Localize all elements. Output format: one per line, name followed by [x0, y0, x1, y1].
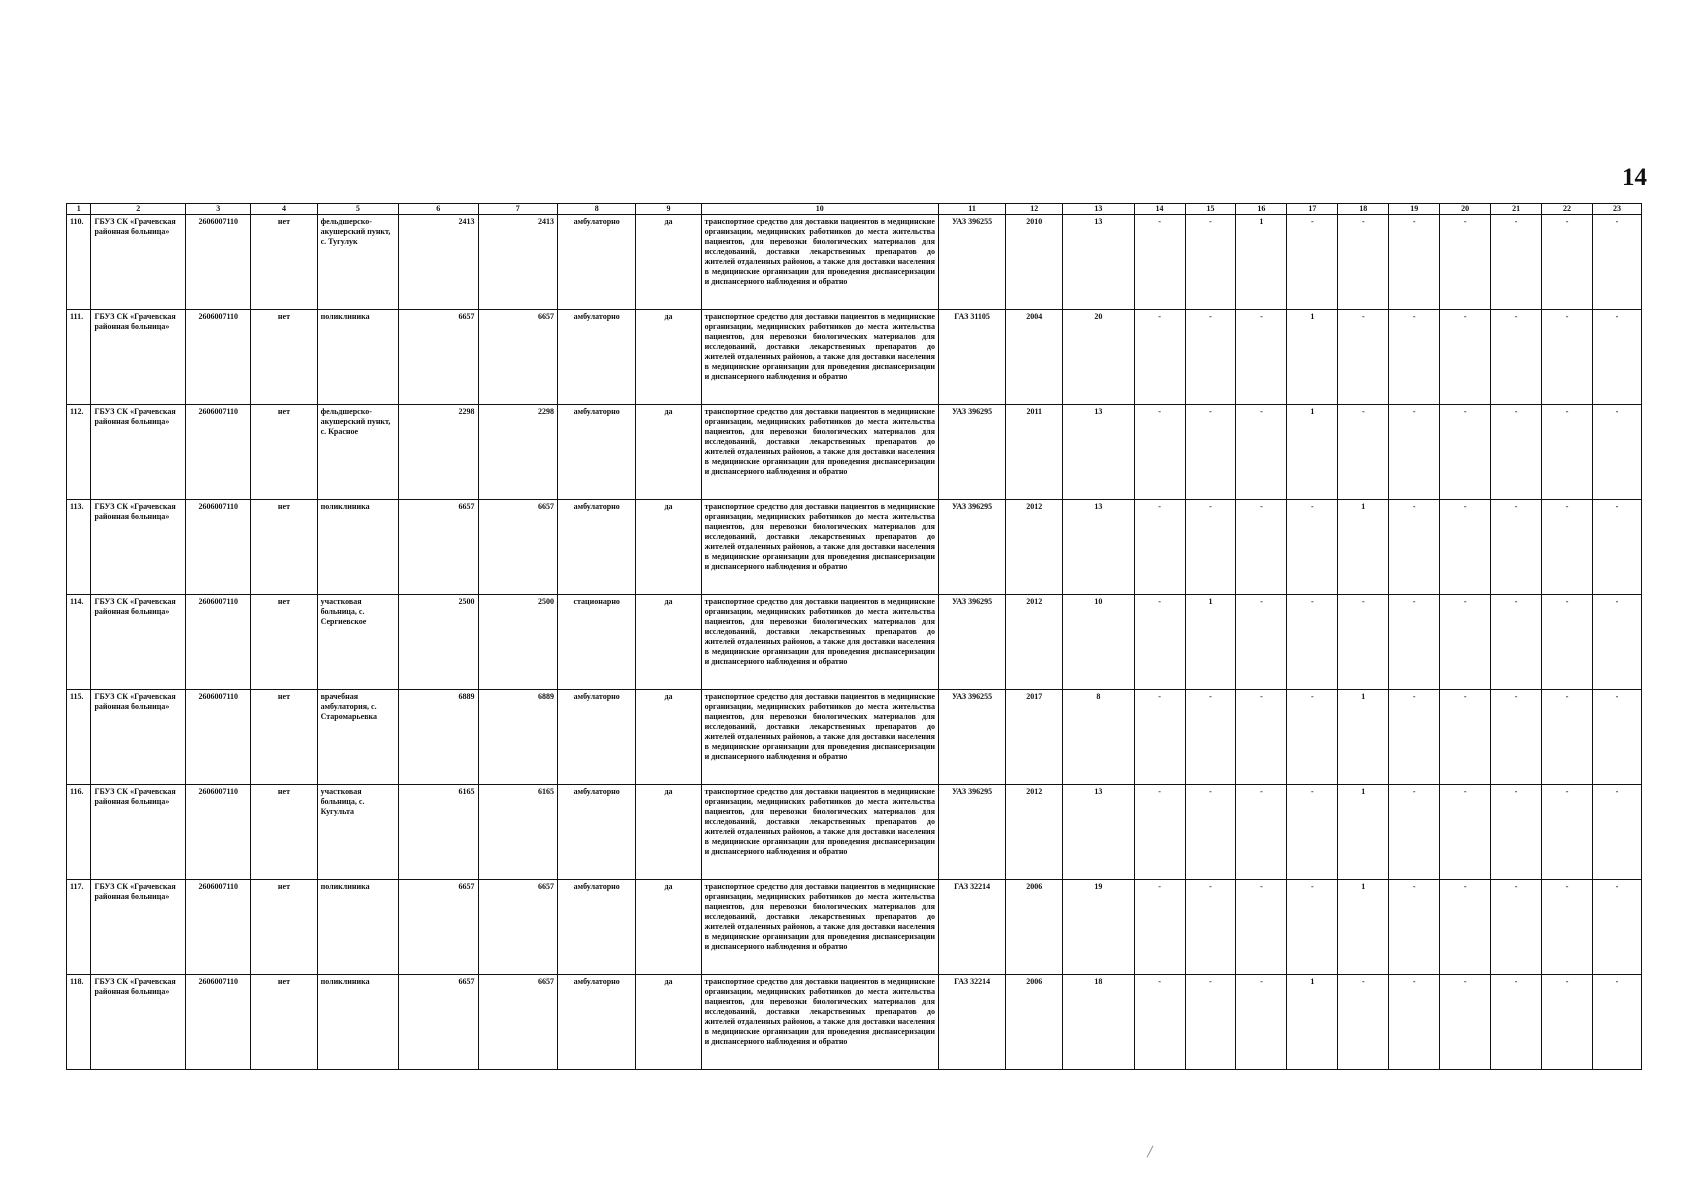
vehicle-model: УАЗ 396255: [938, 215, 1005, 310]
inn-code: 2606007110: [186, 880, 251, 975]
table-row: [67, 500, 1642, 595]
column-23-value: -: [1593, 690, 1642, 785]
column-9-value: да: [636, 975, 701, 1070]
column-15-value: -: [1185, 405, 1236, 500]
care-type: амбулаторно: [557, 880, 635, 975]
column-20-value: -: [1440, 690, 1491, 785]
vehicle-year: 2004: [1006, 310, 1063, 405]
column-14-value: -: [1134, 405, 1185, 500]
scan-artifact-mark: ╱: [1147, 1147, 1154, 1158]
column-21-value: -: [1491, 310, 1542, 405]
column-header: 10: [701, 204, 938, 215]
column-header: 3: [186, 204, 251, 215]
column-header: 16: [1236, 204, 1287, 215]
table-row: [67, 690, 1642, 785]
table-body: [67, 215, 1642, 1070]
column-18-value: -: [1338, 215, 1389, 310]
column-19-value: -: [1389, 690, 1440, 785]
column-21-value: -: [1491, 690, 1542, 785]
column-header: 4: [251, 204, 317, 215]
organization-name: ГБУЗ СК «Грачевская районная больница»: [91, 215, 186, 310]
column-20-value: -: [1440, 310, 1491, 405]
column-header: 6: [399, 204, 478, 215]
column-header: 18: [1338, 204, 1389, 215]
column-header: 12: [1006, 204, 1063, 215]
column-13-value: 10: [1063, 595, 1134, 690]
vehicle-year: 2017: [1006, 690, 1063, 785]
column-19-value: -: [1389, 880, 1440, 975]
table-row: [67, 975, 1642, 1070]
column-6-value: 6657: [399, 880, 478, 975]
column-4-value: нет: [251, 310, 317, 405]
column-4-value: нет: [251, 500, 317, 595]
column-9-value: да: [636, 310, 701, 405]
column-19-value: -: [1389, 405, 1440, 500]
column-13-value: 19: [1063, 880, 1134, 975]
care-type: стационарно: [557, 595, 635, 690]
column-7-value: 6657: [478, 500, 557, 595]
column-13-value: 20: [1063, 310, 1134, 405]
column-15-value: -: [1185, 310, 1236, 405]
vehicle-purpose: транспортное средство для доставки пациентов в медицинские организации, медицинских работников до места жительства пациентов, для перевозки биологических материалов для исследований, доставки лекарственных препаратов до жителей отдаленных районов, а также для доставки населения в медицинские организации для проведения диспансеризации и диспансерного наблюдения и обратно: [701, 785, 938, 880]
vehicle-model: УАЗ 396295: [938, 405, 1005, 500]
column-16-value: -: [1236, 310, 1287, 405]
column-9-value: да: [636, 500, 701, 595]
care-type: амбулаторно: [557, 975, 635, 1070]
table-row: [67, 405, 1642, 500]
vehicle-year: 2012: [1006, 785, 1063, 880]
organization-name: ГБУЗ СК «Грачевская районная больница»: [91, 595, 186, 690]
organization-name: ГБУЗ СК «Грачевская районная больница»: [91, 880, 186, 975]
unit-name: поликлиника: [317, 310, 399, 405]
vehicle-model: УАЗ 396255: [938, 690, 1005, 785]
vehicle-purpose: транспортное средство для доставки пациентов в медицинские организации, медицинских работников до места жительства пациентов, для перевозки биологических материалов для исследований, доставки лекарственных препаратов до жителей отдаленных районов, а также для доставки населения в медицинские организации для проведения диспансеризации и диспансерного наблюдения и обратно: [701, 215, 938, 310]
column-header: 8: [557, 204, 635, 215]
column-22-value: -: [1542, 785, 1593, 880]
organization-name: ГБУЗ СК «Грачевская районная больница»: [91, 975, 186, 1070]
vehicle-model: УАЗ 396295: [938, 500, 1005, 595]
vehicle-purpose: транспортное средство для доставки пациентов в медицинские организации, медицинских работников до места жительства пациентов, для перевозки биологических материалов для исследований, доставки лекарственных препаратов до жителей отдаленных районов, а также для доставки населения в медицинские организации для проведения диспансеризации и диспансерного наблюдения и обратно: [701, 500, 938, 595]
column-9-value: да: [636, 880, 701, 975]
row-number: 114.: [67, 595, 91, 690]
column-header: 22: [1542, 204, 1593, 215]
column-18-value: -: [1338, 405, 1389, 500]
column-4-value: нет: [251, 595, 317, 690]
column-17-value: 1: [1287, 975, 1338, 1070]
vehicle-purpose: транспортное средство для доставки пациентов в медицинские организации, медицинских работников до места жительства пациентов, для перевозки биологических материалов для исследований, доставки лекарственных препаратов до жителей отдаленных районов, а также для доставки населения в медицинские организации для проведения диспансеризации и диспансерного наблюдения и обратно: [701, 595, 938, 690]
column-9-value: да: [636, 785, 701, 880]
row-number: 118.: [67, 975, 91, 1070]
column-18-value: 1: [1338, 785, 1389, 880]
column-13-value: 13: [1063, 405, 1134, 500]
column-18-value: -: [1338, 310, 1389, 405]
care-type: амбулаторно: [557, 310, 635, 405]
column-7-value: 6657: [478, 880, 557, 975]
column-19-value: -: [1389, 310, 1440, 405]
inn-code: 2606007110: [186, 975, 251, 1070]
column-23-value: -: [1593, 405, 1642, 500]
column-18-value: 1: [1338, 880, 1389, 975]
column-16-value: -: [1236, 500, 1287, 595]
column-17-value: 1: [1287, 405, 1338, 500]
care-type: амбулаторно: [557, 215, 635, 310]
row-number: 112.: [67, 405, 91, 500]
vehicle-year: 2012: [1006, 500, 1063, 595]
column-15-value: -: [1185, 880, 1236, 975]
table-row: [67, 595, 1642, 690]
column-18-value: 1: [1338, 690, 1389, 785]
column-18-value: -: [1338, 975, 1389, 1070]
column-header: 21: [1491, 204, 1542, 215]
column-22-value: -: [1542, 500, 1593, 595]
unit-name: участковая больница, с. Кугульта: [317, 785, 399, 880]
unit-name: участковая больница, с. Сергиевское: [317, 595, 399, 690]
column-7-value: 2298: [478, 405, 557, 500]
column-15-value: -: [1185, 690, 1236, 785]
column-17-value: -: [1287, 785, 1338, 880]
column-21-value: -: [1491, 785, 1542, 880]
column-header: 11: [938, 204, 1005, 215]
column-header: 19: [1389, 204, 1440, 215]
column-7-value: 2500: [478, 595, 557, 690]
care-type: амбулаторно: [557, 690, 635, 785]
column-9-value: да: [636, 405, 701, 500]
column-4-value: нет: [251, 785, 317, 880]
row-number: 111.: [67, 310, 91, 405]
column-16-value: -: [1236, 405, 1287, 500]
column-13-value: 13: [1063, 215, 1134, 310]
column-13-value: 18: [1063, 975, 1134, 1070]
column-14-value: -: [1134, 215, 1185, 310]
column-19-value: -: [1389, 975, 1440, 1070]
column-header: 20: [1440, 204, 1491, 215]
column-16-value: 1: [1236, 215, 1287, 310]
care-type: амбулаторно: [557, 500, 635, 595]
column-7-value: 6657: [478, 310, 557, 405]
column-22-value: -: [1542, 405, 1593, 500]
column-22-value: -: [1542, 975, 1593, 1070]
column-16-value: -: [1236, 880, 1287, 975]
column-20-value: -: [1440, 405, 1491, 500]
row-number: 116.: [67, 785, 91, 880]
column-20-value: -: [1440, 880, 1491, 975]
column-header: 9: [636, 204, 701, 215]
vehicle-year: 2012: [1006, 595, 1063, 690]
column-17-value: -: [1287, 215, 1338, 310]
vehicle-purpose: транспортное средство для доставки пациентов в медицинские организации, медицинских работников до места жительства пациентов, для перевозки биологических материалов для исследований, доставки лекарственных препаратов до жителей отдаленных районов, а также для доставки населения в медицинские организации для проведения диспансеризации и диспансерного наблюдения и обратно: [701, 690, 938, 785]
column-14-value: -: [1134, 595, 1185, 690]
inn-code: 2606007110: [186, 405, 251, 500]
column-6-value: 2500: [399, 595, 478, 690]
column-23-value: -: [1593, 310, 1642, 405]
column-9-value: да: [636, 595, 701, 690]
column-6-value: 6657: [399, 500, 478, 595]
inn-code: 2606007110: [186, 595, 251, 690]
column-13-value: 13: [1063, 785, 1134, 880]
table-row: [67, 215, 1642, 310]
column-23-value: -: [1593, 215, 1642, 310]
organization-name: ГБУЗ СК «Грачевская районная больница»: [91, 310, 186, 405]
column-6-value: 2298: [399, 405, 478, 500]
column-18-value: -: [1338, 595, 1389, 690]
inn-code: 2606007110: [186, 215, 251, 310]
column-7-value: 6889: [478, 690, 557, 785]
column-15-value: 1: [1185, 595, 1236, 690]
column-header: 13: [1063, 204, 1134, 215]
vehicle-year: 2011: [1006, 405, 1063, 500]
care-type: амбулаторно: [557, 405, 635, 500]
column-16-value: -: [1236, 690, 1287, 785]
column-16-value: -: [1236, 975, 1287, 1070]
table-row: [67, 880, 1642, 975]
unit-name: поликлиника: [317, 500, 399, 595]
column-18-value: 1: [1338, 500, 1389, 595]
column-21-value: -: [1491, 215, 1542, 310]
column-14-value: -: [1134, 690, 1185, 785]
column-22-value: -: [1542, 595, 1593, 690]
row-number: 110.: [67, 215, 91, 310]
column-17-value: -: [1287, 500, 1338, 595]
row-number: 117.: [67, 880, 91, 975]
unit-name: фельдшерско-акушерский пункт, с. Тугулук: [317, 215, 399, 310]
vehicle-model: УАЗ 396295: [938, 785, 1005, 880]
column-header: 14: [1134, 204, 1185, 215]
column-19-value: -: [1389, 500, 1440, 595]
column-6-value: 6165: [399, 785, 478, 880]
unit-name: поликлиника: [317, 975, 399, 1070]
column-22-value: -: [1542, 310, 1593, 405]
page-number: 14: [1622, 164, 1647, 191]
column-header: 17: [1287, 204, 1338, 215]
column-21-value: -: [1491, 595, 1542, 690]
column-23-value: -: [1593, 785, 1642, 880]
column-20-value: -: [1440, 500, 1491, 595]
column-13-value: 13: [1063, 500, 1134, 595]
vehicle-purpose: транспортное средство для доставки пациентов в медицинские организации, медицинских работников до места жительства пациентов, для перевозки биологических материалов для исследований, доставки лекарственных препаратов до жителей отдаленных районов, а также для доставки населения в медицинские организации для проведения диспансеризации и диспансерного наблюдения и обратно: [701, 975, 938, 1070]
column-7-value: 2413: [478, 215, 557, 310]
column-6-value: 6657: [399, 975, 478, 1070]
column-21-value: -: [1491, 500, 1542, 595]
column-9-value: да: [636, 215, 701, 310]
vehicle-purpose: транспортное средство для доставки пациентов в медицинские организации, медицинских работников до места жительства пациентов, для перевозки биологических материалов для исследований, доставки лекарственных препаратов до жителей отдаленных районов, а также для доставки населения в медицинские организации для проведения диспансеризации и диспансерного наблюдения и обратно: [701, 880, 938, 975]
column-22-value: -: [1542, 880, 1593, 975]
column-21-value: -: [1491, 975, 1542, 1070]
column-23-value: -: [1593, 595, 1642, 690]
column-6-value: 6889: [399, 690, 478, 785]
column-4-value: нет: [251, 215, 317, 310]
inn-code: 2606007110: [186, 690, 251, 785]
organization-name: ГБУЗ СК «Грачевская районная больница»: [91, 500, 186, 595]
unit-name: фельдшерско-акушерский пункт, с. Красное: [317, 405, 399, 500]
column-19-value: -: [1389, 215, 1440, 310]
column-header: 2: [91, 204, 186, 215]
vehicle-model: ГАЗ 31105: [938, 310, 1005, 405]
vehicle-model: УАЗ 396295: [938, 595, 1005, 690]
column-19-value: -: [1389, 785, 1440, 880]
column-header: 7: [478, 204, 557, 215]
column-header: 1: [67, 204, 91, 215]
column-4-value: нет: [251, 880, 317, 975]
inn-code: 2606007110: [186, 310, 251, 405]
column-header: 15: [1185, 204, 1236, 215]
unit-name: поликлиника: [317, 880, 399, 975]
column-15-value: -: [1185, 215, 1236, 310]
column-header: 5: [317, 204, 399, 215]
column-20-value: -: [1440, 595, 1491, 690]
care-type: амбулаторно: [557, 785, 635, 880]
column-4-value: нет: [251, 690, 317, 785]
column-16-value: -: [1236, 595, 1287, 690]
organization-name: ГБУЗ СК «Грачевская районная больница»: [91, 405, 186, 500]
column-14-value: -: [1134, 785, 1185, 880]
column-4-value: нет: [251, 405, 317, 500]
column-16-value: -: [1236, 785, 1287, 880]
column-20-value: -: [1440, 975, 1491, 1070]
column-6-value: 6657: [399, 310, 478, 405]
table-row: [67, 785, 1642, 880]
vehicle-model: ГАЗ 32214: [938, 880, 1005, 975]
organization-name: ГБУЗ СК «Грачевская районная больница»: [91, 785, 186, 880]
column-23-value: -: [1593, 880, 1642, 975]
column-number-row: [67, 204, 1642, 215]
inn-code: 2606007110: [186, 785, 251, 880]
organization-name: ГБУЗ СК «Грачевская районная больница»: [91, 690, 186, 785]
column-22-value: -: [1542, 215, 1593, 310]
column-15-value: -: [1185, 975, 1236, 1070]
column-22-value: -: [1542, 690, 1593, 785]
column-14-value: -: [1134, 310, 1185, 405]
vehicle-year: 2010: [1006, 215, 1063, 310]
column-15-value: -: [1185, 500, 1236, 595]
column-13-value: 8: [1063, 690, 1134, 785]
inn-code: 2606007110: [186, 500, 251, 595]
vehicle-purpose: транспортное средство для доставки пациентов в медицинские организации, медицинских работников до места жительства пациентов, для перевозки биологических материалов для исследований, доставки лекарственных препаратов до жителей отдаленных районов, а также для доставки населения в медицинские организации для проведения диспансеризации и диспансерного наблюдения и обратно: [701, 310, 938, 405]
table-row: [67, 310, 1642, 405]
column-9-value: да: [636, 690, 701, 785]
column-14-value: -: [1134, 880, 1185, 975]
column-21-value: -: [1491, 405, 1542, 500]
row-number: 115.: [67, 690, 91, 785]
column-17-value: -: [1287, 690, 1338, 785]
unit-name: врачебная амбулатория, с. Старомарьевка: [317, 690, 399, 785]
column-20-value: -: [1440, 215, 1491, 310]
column-7-value: 6657: [478, 975, 557, 1070]
column-17-value: 1: [1287, 310, 1338, 405]
vehicle-year: 2006: [1006, 975, 1063, 1070]
vehicle-year: 2006: [1006, 880, 1063, 975]
column-4-value: нет: [251, 975, 317, 1070]
column-17-value: -: [1287, 595, 1338, 690]
column-header: 23: [1593, 204, 1642, 215]
column-23-value: -: [1593, 975, 1642, 1070]
vehicle-model: ГАЗ 32214: [938, 975, 1005, 1070]
column-19-value: -: [1389, 595, 1440, 690]
column-7-value: 6165: [478, 785, 557, 880]
vehicle-registry-table: [66, 203, 1642, 1070]
column-14-value: -: [1134, 975, 1185, 1070]
row-number: 113.: [67, 500, 91, 595]
column-23-value: -: [1593, 500, 1642, 595]
column-14-value: -: [1134, 500, 1185, 595]
column-6-value: 2413: [399, 215, 478, 310]
column-15-value: -: [1185, 785, 1236, 880]
column-17-value: -: [1287, 880, 1338, 975]
column-20-value: -: [1440, 785, 1491, 880]
column-21-value: -: [1491, 880, 1542, 975]
vehicle-purpose: транспортное средство для доставки пациентов в медицинские организации, медицинских работников до места жительства пациентов, для перевозки биологических материалов для исследований, доставки лекарственных препаратов до жителей отдаленных районов, а также для доставки населения в медицинские организации для проведения диспансеризации и диспансерного наблюдения и обратно: [701, 405, 938, 500]
